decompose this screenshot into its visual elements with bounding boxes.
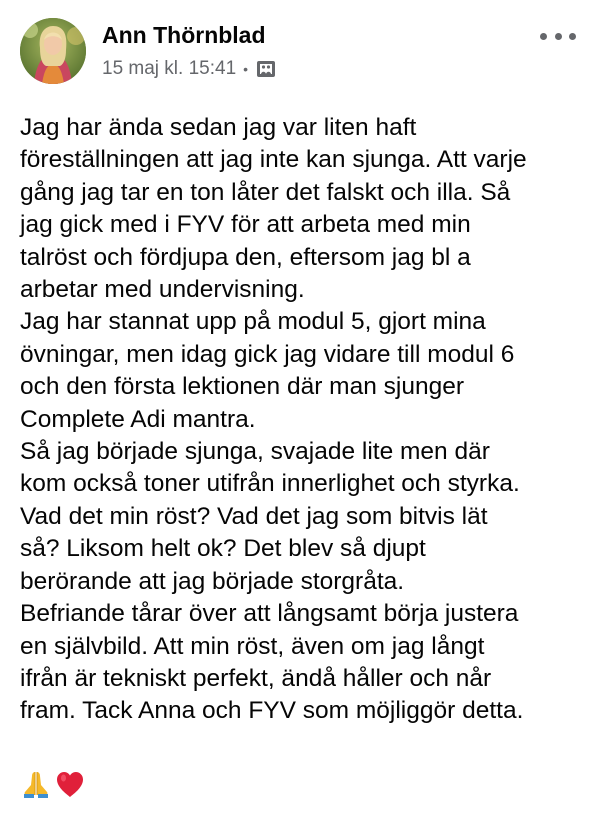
post-meta bbox=[102, 58, 276, 80]
avatar-photo bbox=[20, 18, 86, 84]
meta-separator: • bbox=[243, 61, 249, 77]
post-text-line: gång jag tar en ton låter det falskt och illa. Så bbox=[20, 178, 511, 206]
post-text-line: Complete Adi mantra. bbox=[20, 405, 256, 433]
emoji-row bbox=[20, 767, 86, 801]
post-text-line: berörande att jag började storgråta. bbox=[20, 567, 405, 595]
avatar[interactable] bbox=[20, 18, 86, 84]
post-header bbox=[20, 16, 582, 88]
folded-hands-icon bbox=[20, 768, 52, 800]
more-dot-icon bbox=[555, 33, 562, 40]
author-name[interactable]: Ann Thörnblad bbox=[102, 22, 266, 48]
post-text-line: och den första lektionen där man sjunger bbox=[20, 373, 464, 401]
post-text-line: övningar, men idag gick jag vidare till modul 6 bbox=[20, 340, 515, 368]
post-text-line: kom också toner utifrån innerlighet och styrka. bbox=[20, 470, 520, 498]
post-text-line: Så jag började sjunga, svajade lite men där bbox=[20, 438, 490, 466]
post-text-line: Jag har stannat upp på modul 5, gjort mina bbox=[20, 308, 486, 336]
post-text-line: ifrån är tekniskt perfekt, ändå håller och når bbox=[20, 664, 492, 692]
post-text-line: en självbild. Att min röst, även om jag långt bbox=[20, 632, 485, 660]
more-dot-icon bbox=[569, 33, 576, 40]
post-text-line: jag gick med i FYV för att arbeta med min bbox=[20, 211, 471, 239]
post-text-line: arbetar med undervisning. bbox=[20, 276, 305, 304]
post-text-line: talröst och fördjupa den, eftersom jag bl a bbox=[20, 243, 471, 271]
post-text-line: så? Liksom helt ok? Det blev så djupt bbox=[20, 535, 426, 563]
post-text bbox=[20, 112, 594, 728]
post-text-line: Jag har ända sedan jag var liten haft bbox=[20, 114, 417, 141]
more-dot-icon bbox=[540, 33, 547, 40]
post-text-line: fram. Tack Anna och FYV som möjliggör detta. bbox=[20, 697, 524, 725]
more-options-button[interactable] bbox=[540, 26, 576, 46]
post-text-line: Befriande tårar över att långsamt börja justera bbox=[20, 600, 519, 628]
post-timestamp[interactable]: 15 maj kl. 15:41 bbox=[102, 58, 237, 79]
post-text-line: Vad det min röst? Vad det jag som bitvis lät bbox=[20, 502, 488, 530]
post-text-line: föreställningen att jag inte kan sjunga. Att varje bbox=[20, 146, 527, 174]
photo-frame-icon[interactable] bbox=[256, 60, 276, 78]
red-heart-icon bbox=[54, 768, 86, 800]
